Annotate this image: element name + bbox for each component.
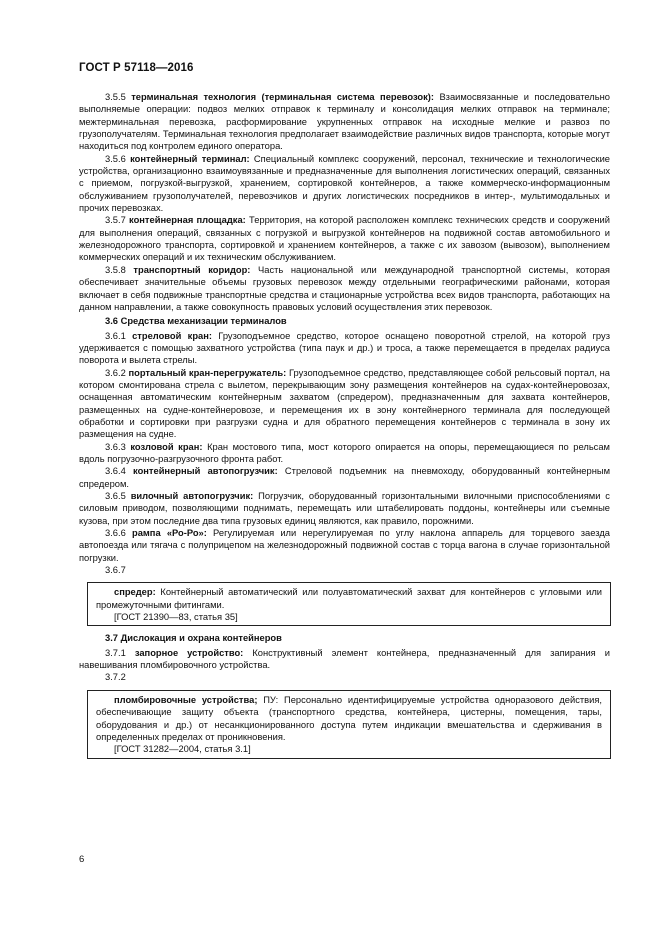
clause-number: 3.5.7 <box>105 215 126 226</box>
term-definition: Контейнерный автоматический или полуавтоматический захват для контейнеров с угловыми или промежуточными фитингами. <box>96 587 602 610</box>
term-definition: Грузоподъемное средство, которое оснащено поворотной стрелой, на которой груз удерживается с помощью захватного устройства (типа паук и др.) и троса, а также перемещается в пределах радиуса поворота и вылета стрелы. <box>79 330 610 366</box>
term-name: терминальная технология (терминальная система перевозок): <box>131 92 435 102</box>
section-heading-3-6: 3.6 Средства механизации терминалов <box>105 316 287 327</box>
term-name: стреловой кран: <box>132 330 212 341</box>
term-3-6-5 <box>79 490 610 527</box>
clause-number: 3.5.5 <box>105 92 126 102</box>
term-name: портальный кран-перегружатель: <box>128 367 287 378</box>
document-body <box>79 91 610 763</box>
term-name: контейнерный автопогрузчик: <box>133 466 278 477</box>
term-3-7-2 <box>79 671 610 683</box>
term-name: пломбировочные устройства; <box>114 694 258 705</box>
document-header: ГОСТ Р 57118—2016 <box>79 62 194 74</box>
term-definition: Стреловой подъемник на пневмоходу, оборудованный контейнерным спредером. <box>79 466 610 489</box>
term-3-6-2 <box>79 367 610 441</box>
clause-number: 3.6.7 <box>105 565 126 576</box>
clause-number: 3.5.6 <box>105 153 126 164</box>
term-definition: Взаимосвязанные и последовательно выполняемые операции: подвоз мелких отправок к терминалу и консолидация мелких отправок на терминале; межтерминальная перевозка, расформирование укрупненных отправок на исходные мелкие и развоз по грузополучателям. Терминальная технология предполагает взаимодействие различных видов транспорта, которые могут находиться под контролем единого оператора. <box>79 92 610 152</box>
term-definition: Грузоподъемное средство, представляющее собой рельсовый портал, на котором смонтирована стрела с вылетом, перекрывающим зону размещения контейнеров на судах-контейнеровозах, оснащенная автоматическим контейнерным захватом (спредером), предназначенным для захвата контейнеров, размещенных на судне-контейнеровозе, и перемещения их в зону контейнерного терминала для последующей обработки и сортировки при разгрузки судна и для обратного перемещения контейнеров с терминала в зону их размещения на судне. <box>79 367 610 440</box>
term-definition: Территория, на которой расположен комплекс технических средств и сооружений для выполнения операций, связанных с погрузкой и выгрузкой контейнеров на подвижной состав автомобильного и железнодорожного транспорта, сортировкой и хранением контейнеров, а также с их завозом (вывозом), выполнением коммерческих операций и их техническим обслуживанием. <box>79 215 610 263</box>
term-name: контейнерная площадка: <box>129 215 246 226</box>
term-3-6-1 <box>79 330 610 367</box>
term-3-5-6 <box>79 153 610 215</box>
quoted-definition-box <box>87 690 611 759</box>
term-definition: Регулируемая или нерегулируемая по углу наклона аппарель для торцевого заезда автопоезда или тягача с полуприцепом на железнодорожный подвижной состав с торца вагона в случае горизонтальной погрузки. <box>79 528 610 563</box>
term-name: спредер: <box>114 587 156 598</box>
term-name: козловой кран: <box>130 441 203 452</box>
section-heading-3-7: 3.7 Дислокация и охрана контейнеров <box>105 633 282 644</box>
term-3-7-1 <box>79 647 610 672</box>
term-name: контейнерный терминал: <box>130 153 250 164</box>
clause-number: 3.6.3 <box>105 441 126 452</box>
term-definition: Специальный комплекс сооружений, персонал, технические и технологические устройства, организационно взаимоувязанные и предназначенные для выполнения логистических операций, связанных с приемом, погрузкой-выгрузкой, хранением, сортировкой контейнеров, а также коммерческо-информационным обслуживанием грузополучателей, перевозчиков и других логистических посредников в интер-, мультимодальных и прочих перевозках. <box>79 153 610 214</box>
term-abbreviation: ПУ: <box>263 694 279 705</box>
term-3-6-7 <box>79 564 610 576</box>
term-3-5-8 <box>79 264 610 313</box>
quoted-definition <box>96 694 602 743</box>
term-3-6-3 <box>79 441 610 466</box>
quoted-definition <box>96 586 602 611</box>
quoted-definition-box <box>87 582 611 626</box>
term-3-5-7 <box>79 214 610 263</box>
clause-number: 3.6.5 <box>105 491 126 501</box>
term-definition: Часть национальной или международной транспортной системы, которая обеспечивает значительные объемы грузовых перевозок между отдельными географическими районами, которая включает в себя подвижные транспортные средства и стационарные устройства всех видов транспорта, работающих на данном направлении, а также совокупность правовых условий осуществления этих перевозок. <box>79 264 610 312</box>
term-name: рампа «Ро-Ро»: <box>131 528 207 539</box>
term-definition: Персонально идентифицируемые устройства одноразового действия, обеспечивающие защиту объекта (транспортного средства, контейнера, цистерны, помещения, тары, оборудования и др.) от несанкционированного доступа путем индикации вмешательства и сдерживания в определенных пределах от проникновения. <box>96 694 602 742</box>
term-definition: Конструктивный элемент контейнера, предназначенный для запирания и навешивания пломбировочного устройства. <box>79 647 610 671</box>
source-reference: [ГОСТ 31282—2004, статья 3.1] <box>114 744 251 755</box>
term-definition: Погрузчик, оборудованный горизонтальными вилочными приспособлениями с силовым приводом, позволяющими поднимать, перемещать или штабелировать поддоны, контейнеры или съемные кузова, при этом последние два типа грузовых единиц являются, как правило, порожними. <box>79 491 610 526</box>
clause-number: 3.6.1 <box>105 330 126 341</box>
clause-number: 3.6.6 <box>105 528 126 539</box>
clause-number: 3.5.8 <box>105 264 126 275</box>
term-name: вилочный автопогрузчик: <box>130 491 254 501</box>
page-number: 6 <box>79 854 85 865</box>
term-definition: Кран мостового типа, мост которого опирается на опоры, перемещающиеся по рельсам вдоль погрузочно-разгрузочного фронта работ. <box>79 441 610 464</box>
clause-number: 3.6.2 <box>105 367 126 378</box>
term-3-6-6 <box>79 527 610 564</box>
term-3-6-4 <box>79 465 610 490</box>
clause-number: 3.7.2 <box>105 672 126 683</box>
term-name: транспортный коридор: <box>133 264 251 275</box>
term-3-5-5 <box>79 91 610 153</box>
clause-number: 3.6.4 <box>105 466 126 477</box>
clause-number: 3.7.1 <box>105 647 126 658</box>
term-name: запорное устройство: <box>134 647 244 658</box>
source-reference: [ГОСТ 21390—83, статья 35] <box>114 612 238 623</box>
